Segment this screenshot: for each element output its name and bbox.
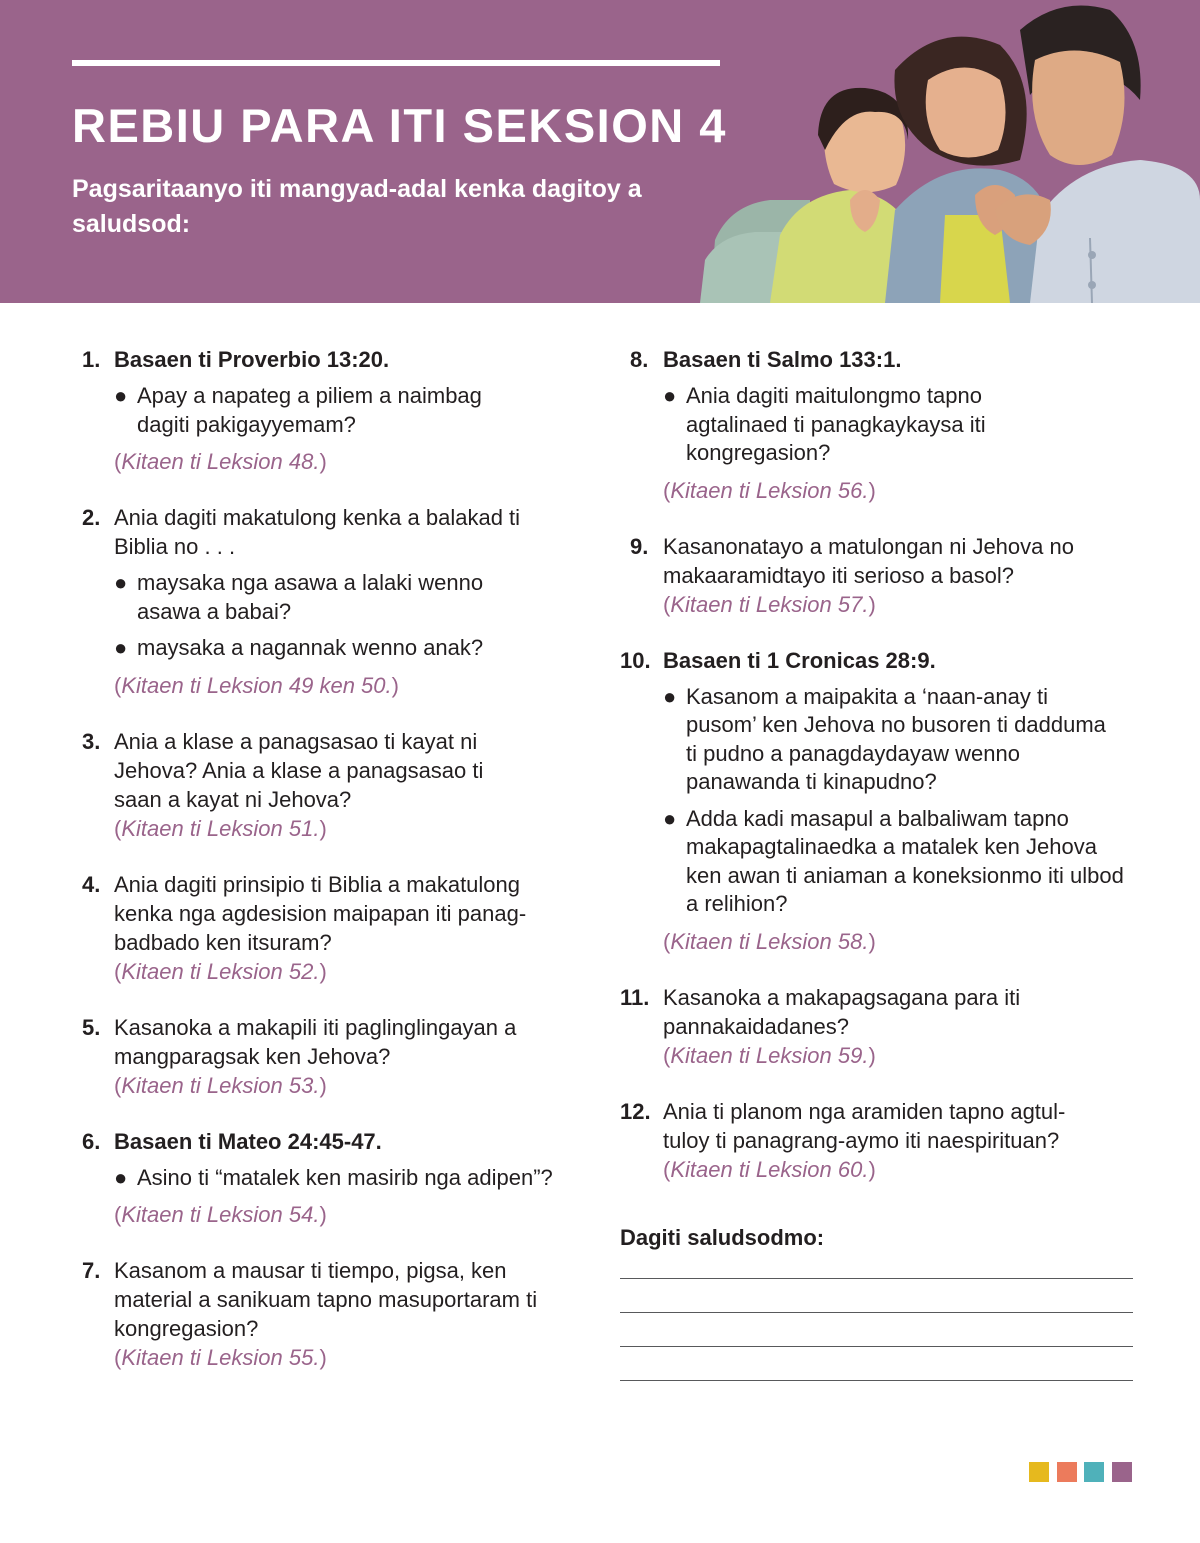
lesson-reference: (Kitaen ti Leksion 60.) <box>663 1156 876 1182</box>
header-rule <box>72 60 720 66</box>
lesson-reference: (Kitaen ti Leksion 51.) <box>114 815 327 841</box>
bullet-text: maysaka nga asawa a lalaki wenno asawa a babai? <box>137 570 484 624</box>
question-number: 9. <box>630 533 649 559</box>
lesson-reference-text: Kitaen ti Leksion 59. <box>670 1042 869 1068</box>
note-line[interactable] <box>620 1312 1133 1313</box>
page-title: REBIU PARA ITI SEKSION 4 <box>72 99 727 152</box>
question-number: 7. <box>82 1258 101 1283</box>
bullet-text: Adda kadi masapul a balbaliwam tapno makapagtalinaedka a matalek ken Jehova ken awan ti aniaman a koneksionmo iti ulbod a relihion? <box>686 805 1124 916</box>
question-item <box>82 345 582 476</box>
question-number: 3. <box>82 728 101 754</box>
bullet-icon: ● <box>114 1164 128 1190</box>
question-text: Kasanonatayo a matulongan ni Jehova no makaaramidtayo iti serioso a basol? <box>663 533 1074 588</box>
lesson-reference: (Kitaen ti Leksion 59.) <box>663 1042 876 1068</box>
bullet-text: Kasanom a maipakita a ‘naan-anay ti pusom’ ken Jehova no busoren ti dadduma ti pudno a panagdaydayaw wenno panawanda ti kinapudno? <box>686 683 1106 794</box>
lesson-reference-text: Kitaen ti Leksion 48. <box>121 449 320 474</box>
question-item <box>82 1256 582 1372</box>
lesson-reference-text: Kitaen ti Leksion 49 ken 50. <box>121 672 392 698</box>
lesson-reference: (Kitaen ti Leksion 53.) <box>114 1072 327 1098</box>
question-item <box>82 503 582 700</box>
bullet-item <box>114 569 582 626</box>
note-line[interactable] <box>620 1346 1133 1347</box>
color-square-yellow <box>1029 1462 1049 1482</box>
bullet-icon: ● <box>114 570 128 595</box>
color-squares <box>1029 1462 1139 1482</box>
question-number: 11. <box>620 984 650 1010</box>
question-text: Kasanoka a makapagsagana para iti pannakaidadanes? <box>663 984 1021 1039</box>
note-line[interactable] <box>620 1278 1133 1279</box>
note-line[interactable] <box>620 1380 1133 1381</box>
question-text: Ania dagiti prinsipio ti Biblia a makatulong kenka nga agdesision maipapan iti panag-badbado ken itsuram? <box>114 871 527 955</box>
bullet-text: Asino ti “matalek ken masirib nga adipen”? <box>137 1164 553 1190</box>
section-header <box>0 0 1200 303</box>
question-number: 8. <box>630 347 649 372</box>
bullet-icon: ● <box>663 683 677 709</box>
question-text: Basaen ti Salmo 133:1. <box>663 347 902 372</box>
lesson-reference-text: Kitaen ti Leksion 53. <box>121 1072 320 1098</box>
question-number: 5. <box>82 1014 101 1040</box>
lesson-reference: (Kitaen ti Leksion 55.) <box>114 1345 327 1370</box>
lesson-reference-text: Kitaen ti Leksion 56. <box>670 477 869 503</box>
color-square-orange <box>1057 1462 1077 1482</box>
lesson-reference-text: Kitaen ti Leksion 51. <box>121 815 320 841</box>
question-item <box>82 1127 582 1230</box>
question-item <box>82 1013 582 1100</box>
lesson-reference: (Kitaen ti Leksion 57.) <box>663 591 876 617</box>
lesson-reference-text: Kitaen ti Leksion 58. <box>670 928 869 954</box>
bullet-text: maysaka a nagannak wenno anak? <box>137 635 484 660</box>
question-item <box>620 646 1140 956</box>
bullet-text: Ania dagiti maitulongmo tapno agtalinaed ti panagkaykaysa iti kongregasion? <box>686 383 986 465</box>
question-text: Ania ti planom nga aramiden tapno agtul-tuloy ti panagrang-aymo iti naespirituan? <box>663 1098 1066 1153</box>
lesson-reference: (Kitaen ti Leksion 48.) <box>114 449 327 474</box>
question-text: Kasanom a mausar ti tiempo, pigsa, ken material a sanikuam tapno masuportaram ti kongregasion? <box>114 1258 538 1341</box>
questions-left-column <box>82 345 582 1399</box>
lesson-reference: (Kitaen ti Leksion 49 ken 50.) <box>114 672 399 698</box>
question-item <box>620 983 1140 1070</box>
bullet-list <box>82 569 582 663</box>
bullet-list <box>620 382 1140 468</box>
bullet-list <box>82 382 582 439</box>
bullet-item <box>114 1164 582 1193</box>
question-text: Kasanoka a makapili iti paglinglingayan a mangparagsak ken Jehova? <box>114 1014 517 1069</box>
question-text: Ania a klase a panagsasao ti kayat ni Jehova? Ania a klase a panagsasao ti saan a kayat ni Jehova? <box>114 728 484 812</box>
question-item <box>82 727 582 843</box>
bullet-text: Apay a napateg a piliem a naimbag dagiti pakigayyemam? <box>137 383 482 437</box>
bullet-list <box>82 1164 582 1193</box>
question-text: Basaen ti Mateo 24:45-47. <box>114 1128 382 1154</box>
bullet-icon: ● <box>114 635 128 660</box>
color-square-teal <box>1084 1462 1104 1482</box>
notes-label: Dagiti saludsodmo: <box>620 1225 825 1250</box>
question-number: 12. <box>620 1098 651 1124</box>
bullet-item <box>663 382 1140 468</box>
question-item <box>82 870 582 986</box>
lesson-reference-text: Kitaen ti Leksion 57. <box>670 591 869 617</box>
question-number: 2. <box>82 505 101 530</box>
question-number: 1. <box>82 347 101 372</box>
lesson-reference-text: Kitaen ti Leksion 52. <box>121 958 320 984</box>
lesson-reference: (Kitaen ti Leksion 54.) <box>114 1202 327 1227</box>
question-item <box>620 345 1140 505</box>
question-item <box>620 532 1140 619</box>
bullet-item <box>114 382 582 439</box>
bullet-icon: ● <box>663 383 677 408</box>
question-number: 4. <box>82 871 101 897</box>
lesson-reference-text: Kitaen ti Leksion 55. <box>121 1345 320 1370</box>
bullet-icon: ● <box>663 805 677 831</box>
family-praying-illustration <box>700 0 1200 303</box>
question-number: 10. <box>620 647 651 673</box>
question-number: 6. <box>82 1128 101 1154</box>
lesson-reference: (Kitaen ti Leksion 52.) <box>114 958 327 984</box>
question-text: Basaen ti 1 Cronicas 28:9. <box>663 647 936 673</box>
page-subtitle: Pagsaritaanyo iti mangyad-adal kenka dagitoy a saludsod: <box>72 175 642 238</box>
lesson-reference-text: Kitaen ti Leksion 60. <box>670 1156 869 1182</box>
bullet-icon: ● <box>114 383 128 408</box>
question-text: Ania dagiti makatulong kenka a balakad ti Biblia no . . . <box>114 505 521 559</box>
lesson-reference: (Kitaen ti Leksion 56.) <box>663 477 876 503</box>
questions-right-column <box>620 345 1140 1211</box>
lesson-reference-text: Kitaen ti Leksion 54. <box>121 1202 320 1227</box>
lesson-reference: (Kitaen ti Leksion 58.) <box>663 928 876 954</box>
bullet-item <box>663 683 1140 797</box>
question-text: Basaen ti Proverbio 13:20. <box>114 347 390 372</box>
color-square-purple <box>1112 1462 1132 1482</box>
bullet-item <box>663 805 1140 919</box>
bullet-item <box>114 634 582 663</box>
question-item <box>620 1097 1140 1184</box>
bullet-list <box>620 683 1140 919</box>
